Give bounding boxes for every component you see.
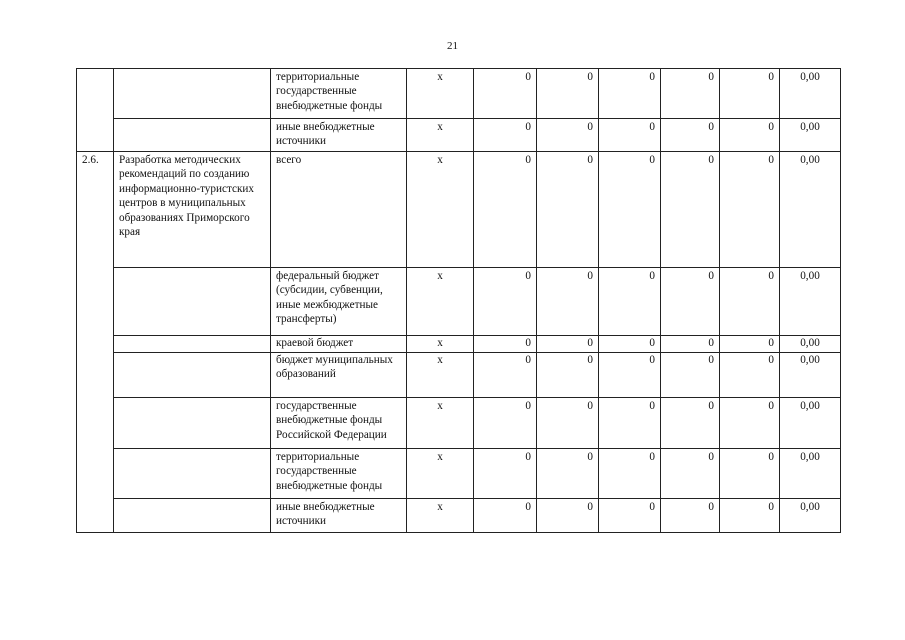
activity-name-cell	[114, 398, 271, 449]
value-cell: 0	[720, 152, 780, 268]
x-marker-cell: х	[407, 353, 474, 398]
x-marker-cell: х	[407, 398, 474, 449]
value-cell: 0	[720, 449, 780, 499]
activity-name-cell: Разработка методических рекомендаций по созданию информационно-туристских центров в муниципальных образованиях Приморского края	[114, 152, 271, 268]
value-cell: 0	[537, 353, 599, 398]
value-cell: 0	[661, 152, 720, 268]
value-cell: 0	[599, 499, 661, 533]
x-marker-cell: х	[407, 499, 474, 533]
value-cell: 0	[720, 268, 780, 336]
value-cell: 0	[537, 69, 599, 119]
value-cell: 0	[599, 119, 661, 152]
page-number: 21	[447, 40, 458, 52]
table-row	[77, 69, 841, 119]
value-cell: 0	[537, 152, 599, 268]
value-cell: 0	[720, 336, 780, 353]
funding-source-cell: федеральный бюджет (субсидии, субвенции, иные межбюджетные трансферты)	[271, 268, 407, 336]
value-cell: 0	[661, 268, 720, 336]
value-cell: 0	[599, 268, 661, 336]
table-row	[77, 119, 841, 152]
activity-name-cell	[114, 449, 271, 499]
value-cell: 0	[474, 449, 537, 499]
value-cell: 0	[661, 69, 720, 119]
x-marker-cell: х	[407, 69, 474, 119]
value-cell: 0	[599, 152, 661, 268]
activity-name-cell	[114, 499, 271, 533]
value-cell: 0	[599, 353, 661, 398]
total-cell: 0,00	[780, 119, 841, 152]
table-row	[77, 152, 841, 268]
activity-name-cell	[114, 119, 271, 152]
value-cell: 0	[537, 336, 599, 353]
value-cell: 0	[537, 449, 599, 499]
value-cell: 0	[661, 353, 720, 398]
total-cell: 0,00	[780, 449, 841, 499]
funding-source-cell: территориальные государственные внебюджетные фонды	[271, 69, 407, 119]
funding-source-cell: иные внебюджетные источники	[271, 119, 407, 152]
table-row	[77, 499, 841, 533]
value-cell: 0	[720, 119, 780, 152]
value-cell: 0	[661, 119, 720, 152]
value-cell: 0	[720, 499, 780, 533]
value-cell: 0	[474, 398, 537, 449]
budget-table	[76, 68, 841, 533]
total-cell: 0,00	[780, 353, 841, 398]
funding-source-cell: краевой бюджет	[271, 336, 407, 353]
value-cell: 0	[661, 398, 720, 449]
x-marker-cell: х	[407, 268, 474, 336]
value-cell: 0	[537, 499, 599, 533]
funding-source-cell: государственные внебюджетные фонды Российской Федерации	[271, 398, 407, 449]
table-row	[77, 336, 841, 353]
funding-source-cell: иные внебюджетные источники	[271, 499, 407, 533]
total-cell: 0,00	[780, 152, 841, 268]
row-number-cell: 2.6.	[77, 152, 114, 533]
value-cell: 0	[474, 69, 537, 119]
funding-source-cell: бюджет муниципальных образований	[271, 353, 407, 398]
total-cell: 0,00	[780, 499, 841, 533]
total-cell: 0,00	[780, 69, 841, 119]
table-row	[77, 398, 841, 449]
value-cell: 0	[661, 449, 720, 499]
value-cell: 0	[474, 119, 537, 152]
table-row	[77, 449, 841, 499]
value-cell: 0	[537, 268, 599, 336]
value-cell: 0	[661, 499, 720, 533]
funding-source-cell: всего	[271, 152, 407, 268]
value-cell: 0	[474, 152, 537, 268]
value-cell: 0	[537, 119, 599, 152]
value-cell: 0	[720, 69, 780, 119]
value-cell: 0	[720, 353, 780, 398]
table-row	[77, 353, 841, 398]
x-marker-cell: х	[407, 119, 474, 152]
value-cell: 0	[474, 268, 537, 336]
value-cell: 0	[474, 499, 537, 533]
activity-name-cell	[114, 353, 271, 398]
total-cell: 0,00	[780, 398, 841, 449]
activity-name-cell	[114, 336, 271, 353]
total-cell: 0,00	[780, 336, 841, 353]
value-cell: 0	[537, 398, 599, 449]
value-cell: 0	[599, 398, 661, 449]
value-cell: 0	[599, 69, 661, 119]
value-cell: 0	[599, 449, 661, 499]
value-cell: 0	[720, 398, 780, 449]
x-marker-cell: х	[407, 336, 474, 353]
x-marker-cell: х	[407, 152, 474, 268]
table-row	[77, 268, 841, 336]
activity-name-cell	[114, 268, 271, 336]
value-cell: 0	[661, 336, 720, 353]
value-cell: 0	[474, 336, 537, 353]
value-cell: 0	[474, 353, 537, 398]
row-number-cell	[77, 69, 114, 152]
value-cell: 0	[599, 336, 661, 353]
total-cell: 0,00	[780, 268, 841, 336]
x-marker-cell: х	[407, 449, 474, 499]
activity-name-cell	[114, 69, 271, 119]
funding-source-cell: территориальные государственные внебюджетные фонды	[271, 449, 407, 499]
